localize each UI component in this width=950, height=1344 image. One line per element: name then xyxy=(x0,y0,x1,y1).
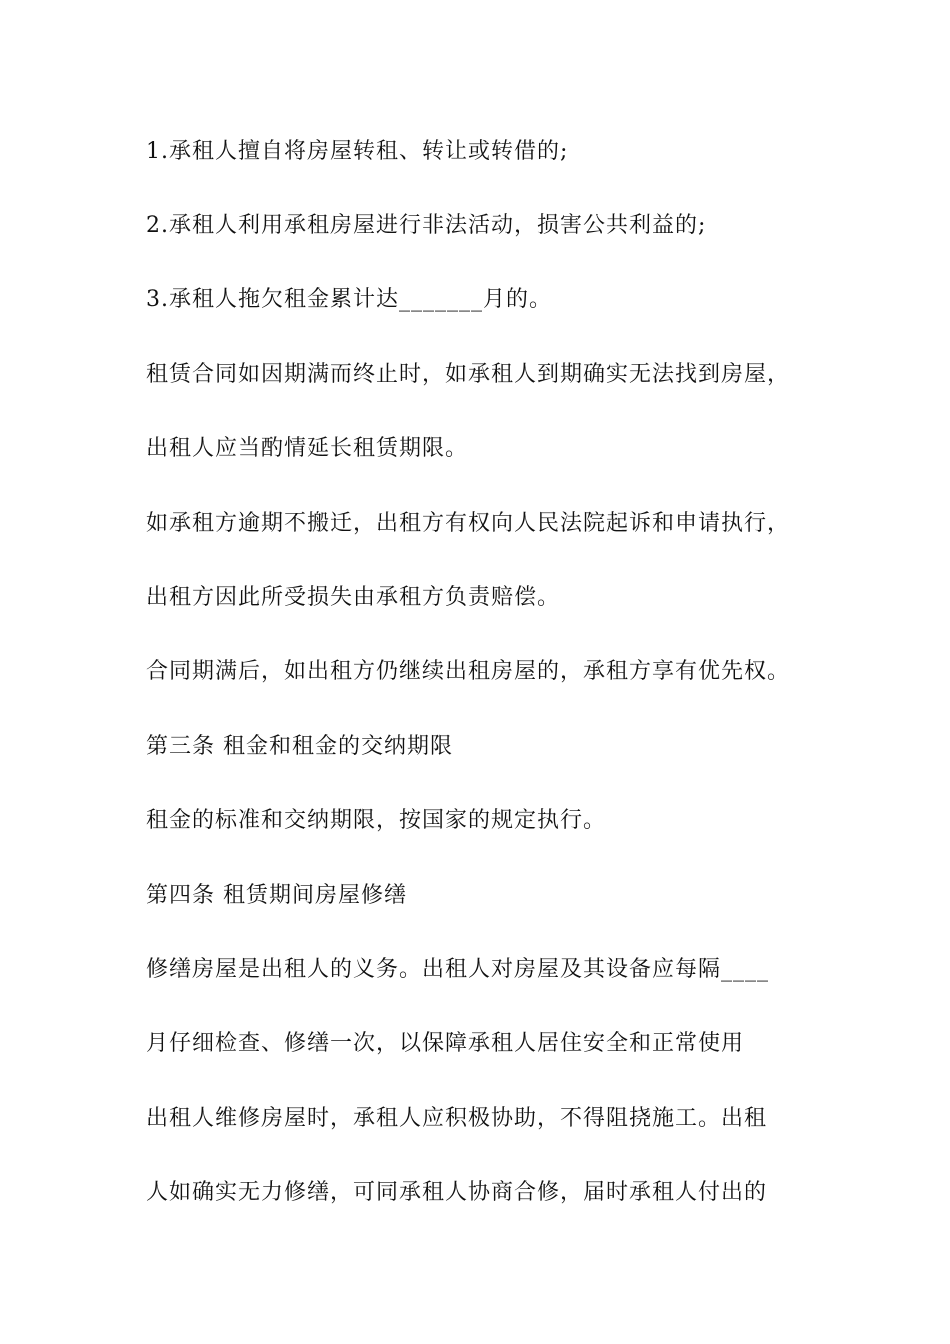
paragraph-line: 租金的标准和交纳期限，按国家的规定执行。 xyxy=(146,808,607,833)
paragraph-line: 出租人维修房屋时，承租人应积极协助，不得阻挠施工。出租 xyxy=(146,1106,768,1131)
clause-item-1: 1.承租人擅自将房屋转租、转让或转借的; xyxy=(146,139,569,164)
paragraph-line: 月仔细检查、修缮一次，以保障承租人居住安全和正常使用 xyxy=(146,1031,745,1056)
paragraph-line: 人如确实无力修缮，可同承租人协商合修，届时承租人付出的 xyxy=(146,1180,768,1205)
section-heading-article-4: 第四条 租赁期间房屋修缮 xyxy=(146,883,407,908)
paragraph-line: 出租人应当酌情延长租赁期限。 xyxy=(146,436,469,461)
clause-item-2: 2.承租人利用承租房屋进行非法活动，损害公共利益的; xyxy=(146,213,707,238)
section-heading-article-3: 第三条 租金和租金的交纳期限 xyxy=(146,734,453,759)
paragraph-line: 出租方因此所受损失由承租方负责赔偿。 xyxy=(146,585,561,610)
paragraph-line: 修缮房屋是出租人的义务。出租人对房屋及其设备应每隔____ xyxy=(146,957,770,982)
paragraph-line: 租赁合同如因期满而终止时，如承租人到期确实无法找到房屋， xyxy=(146,362,791,387)
paragraph-line: 合同期满后，如出租方仍继续出租房屋的，承租方享有优先权。 xyxy=(146,659,791,684)
clause-item-3: 3.承租人拖欠租金累计达_______月的。 xyxy=(146,287,552,312)
paragraph-line: 如承租方逾期不搬迁，出租方有权向人民法院起诉和申请执行， xyxy=(146,511,791,536)
